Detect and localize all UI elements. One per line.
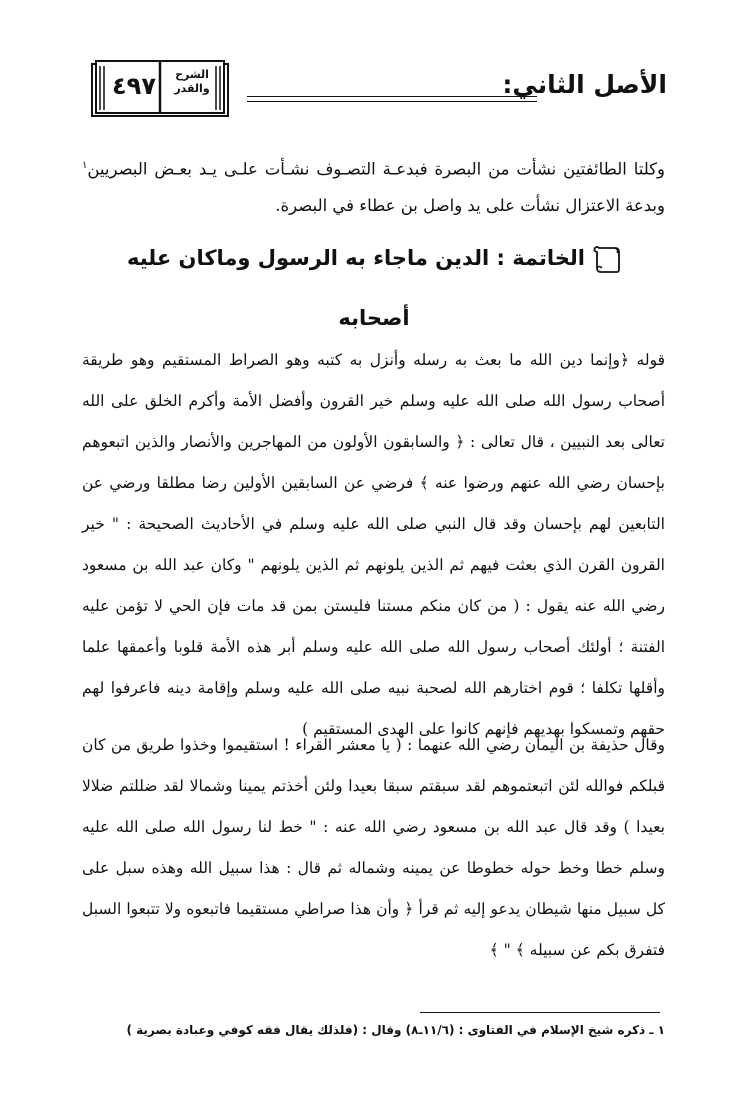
intro-text-end: وبدعة الاعتزال نشأت على يد واصل بن عطاء في البصرة. [275, 195, 665, 215]
footnote-marker: ١ [82, 160, 88, 171]
closing-heading-text: الخاتمة : الدين ماجاء به الرسول وماكان عليه أصحابه [126, 246, 585, 330]
page-header [82, 52, 667, 127]
book-title-line1: الشرح [175, 68, 209, 81]
book-title-line2: والقدر [174, 82, 210, 95]
closing-heading [100, 228, 648, 348]
book-badge [90, 60, 230, 118]
chapter-title: الأصل الثاني: [502, 70, 667, 99]
book-title [166, 68, 218, 96]
quote-paragraph-continued: وقال حذيفة بن اليمان رضي الله عنهما : ( يا معشر القراء ! استقيموا وخذوا طريق من كان قبلكم فوالله لئن اتبعتموهم لقد سبقتم سبقا بعيدا ولئن أخذتم يمينا وشمالا لقد ضللتم ضلالا بعيدا ) وقد قال عبد الله بن مسعود رضي الله عنه : " خط لنا رسول الله صلى الله عليه وسلم خطا وخط حوله خطوطا عن يمينه وشماله ثم قال : هذا سبيل الله وهذه سبل على كل سبيل منها شيطان يدعو إليه ثم قرأ ﴿ وأن هذا صراطي مستقيما فاتبعوه ولا تتبعوا السبل فتفرق بكم عن سبيله ﴾ " ﴾ [82, 736, 665, 959]
footnote: ١ ـ ذكره شيخ الإسلام في الفتاوى : (١١/٦ـ٨) وقال : (فلذلك يقال فقه كوفي وعبادة بصرية ) [126, 1023, 665, 1037]
header-rule [247, 101, 537, 102]
intro-paragraph [82, 148, 665, 224]
intro-text: وكلتا الطائفتين نشأت من البصرة فبدعـة التصـوف نشـأت علـى يـد بعـض البصريين [87, 159, 665, 179]
footnote-divider [420, 1012, 660, 1013]
page-number: ٤٩٧ [112, 72, 156, 100]
scroll-icon [593, 244, 621, 274]
header-rule [247, 96, 537, 97]
quote-paragraph: قوله ﴿وإنما دين الله ما بعث به رسله وأنزل به كتبه وهو الصراط المستقيم وهو طريقة أصحاب رسول الله صلى الله عليه وسلم خير القرون وأفضل الأمة وأكرم الخلق على الله تعالى بعد النبيين ، قال تعالى : ﴿ والسابقون الأولون من المهاجرين والأنصار والذين اتبعوهم بإحسان رضي الله عنهم ورضوا عنه ﴾ فرضي عن السابقين الأولين رضا مطلقا ورضي عن التابعين لهم بإحسان وقد قال النبي صلى الله عليه وسلم في الأحاديث الصحيحة : " خير القرون القرن الذي بعثت فيهم ثم الذين يلونهم ثم الذين يلونهم " وكان عبد الله بن مسعود رضي الله عنه يقول : ( من كان منكم مستنا فليستن بمن قد مات فإن الحي لا تؤمن عليه الفتنة ؛ أولئك أصحاب رسول الله صلى الله عليه وسلم أبر هذه الأمة قلوبا وأعمقها علما وأقلها تكلفا ؛ قوم اختارهم الله لصحبة نبيه صلى الله عليه وسلم وإقامة دينه فاعرفوا لهم حقهم وتمسكوا بهديهم فإنهم كانوا على الهدى المستقيم ) [82, 351, 665, 738]
